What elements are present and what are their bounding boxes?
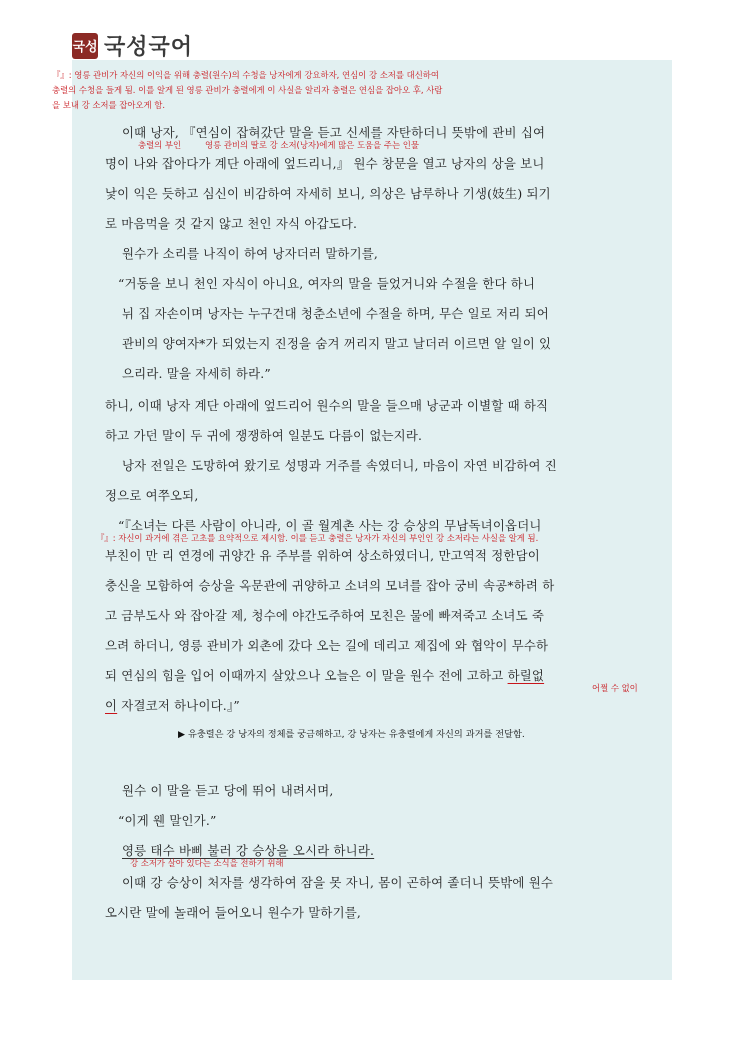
body-line: 으리라. 말을 자세히 하라.” [122,366,271,381]
body-line: 관비의 양여자*가 되었는지 진정을 숨겨 꺼리지 말고 날더러 이르면 알 일이 있 [122,336,552,351]
top-annotation-line: 『』: 영릉 관비가 자신의 이익을 위해 충렬(원수)의 수청을 낭자에게 강요하자, 연심이 강 소저를 대신하여 [52,70,439,80]
body-line: 이때 낭자, 『연심이 잡혀갔단 말을 듣고 신세를 자탄하더니 뜻밖에 관비 십여 [122,125,546,140]
annotation-yeonsim-desc: 영릉 관비의 딸로 강 소저(낭자)에게 많은 도움을 주는 인물 [205,140,419,150]
annotation-flashback: 『』: 자신이 과거에 겪은 고초를 요약적으로 제시함. 이를 듣고 충렬은 낭자가 자신의 부인인 강 소저라는 사실을 알게 됨. [96,533,539,543]
annotation-hallyeop: 어쩔 수 없이 [592,683,638,693]
body-line: 고 금부도사 와 잡아갈 제, 청수에 야간도주하여 모친은 물에 빠져죽고 소녀도 죽 [105,608,545,623]
publisher-logo [72,30,193,61]
body-line: 로 마음먹을 것 같지 않고 천인 자식 아갑도다. [105,216,358,231]
body-line: 원수가 소리를 나직이 하여 낭자더러 말하기를, [122,246,379,261]
logo-text: 국성국어 [104,34,194,60]
underlined-word: 이 [105,698,118,713]
underlined-word: 하릴없 [507,668,545,683]
body-line: “『소녀는 다른 사람이 아니라, 이 골 월계촌 사는 강 승상의 무남독녀이옵더니 [118,518,542,533]
body-line: 정으로 여쭈오되, [105,488,199,503]
body-line: “거동을 보니 천인 자식이 아니요, 여자의 말을 들었거니와 수절을 한다 하니 [118,276,536,291]
logo-mark-icon: 국성 [72,33,98,59]
body-line [105,696,240,714]
body-line: 낭자 전일은 도망하여 왔기로 성명과 거주를 속였더니, 마음이 자연 비감하여 진 [122,458,557,473]
body-line-text: 되 연심의 힘을 입어 이때까지 살았으나 오늘은 이 말을 원수 전에 고하고 [105,668,508,683]
underlined-sentence: 영릉 태수 바삐 불러 강 승상을 오시라 하니라. [122,843,375,858]
body-line: 이때 강 승상이 처자를 생각하여 잠을 못 자니, 몸이 곤하여 졸더니 뜻밖에 원수 [122,875,554,890]
body-line: 오시란 말에 놀래어 들어오니 원수가 말하기를, [105,905,362,920]
annotation-yeonsim-role: 충렬의 부인 [138,140,182,150]
body-line: 충신을 모함하여 승상을 옥문관에 귀양하고 소녀의 모녀를 잡아 궁비 속공*하려 하 [105,578,555,593]
body-line: 하고 가던 말이 두 귀에 쟁쟁하여 일분도 다름이 없는지라. [105,428,423,443]
body-line: 뉘 집 자손이며 낭자는 누구건대 청춘소년에 수절을 하며, 무슨 일로 저리 되어 [122,306,549,321]
body-line: “이게 웬 말인가.” [118,813,217,828]
annotation-reason: 강 소저가 살아 있다는 소식을 전하기 위해 [130,858,284,868]
body-line-text: 자결코저 하나이다.』” [117,698,240,713]
body-line: 명이 나와 잡아다가 계단 아래에 엎드리니,』 원수 창문을 열고 낭자의 상을 보니 [105,156,545,171]
top-annotation [52,68,642,113]
body-line: 하니, 이때 낭자 계단 아래에 엎드리어 원수의 말을 들으매 낭군과 이별할 때 하직 [105,398,549,413]
body-line: 으려 하더니, 영릉 관비가 외촌에 갔다 오는 길에 데리고 제집에 와 협악이 무수하 [105,638,549,653]
body-line: 낯이 익은 듯하고 심신이 비감하여 자세히 보니, 의상은 남루하나 기생(妓生) 되기 [105,186,551,201]
passage-summary: ▶ 유충렬은 강 낭자의 정체를 궁금해하고, 강 낭자는 유충렬에게 자신의 과거를 전달함. [178,729,525,740]
body-line [105,666,544,684]
body-line: 부친이 만 리 연경에 귀양간 유 주부를 위하여 상소하였더니, 만고역적 정한담이 [105,548,540,563]
top-annotation-line: 충렬의 수청을 들게 됨. 이를 알게 된 영릉 관비가 충렬에게 이 사실을 알리자 충렬은 연심을 잡아오 후, 사람 [52,85,443,95]
top-annotation-line: 을 보내 강 소저를 잡아오게 함. [52,100,166,110]
body-line: 원수 이 말을 듣고 당에 뛰어 내려서며, [122,783,334,798]
